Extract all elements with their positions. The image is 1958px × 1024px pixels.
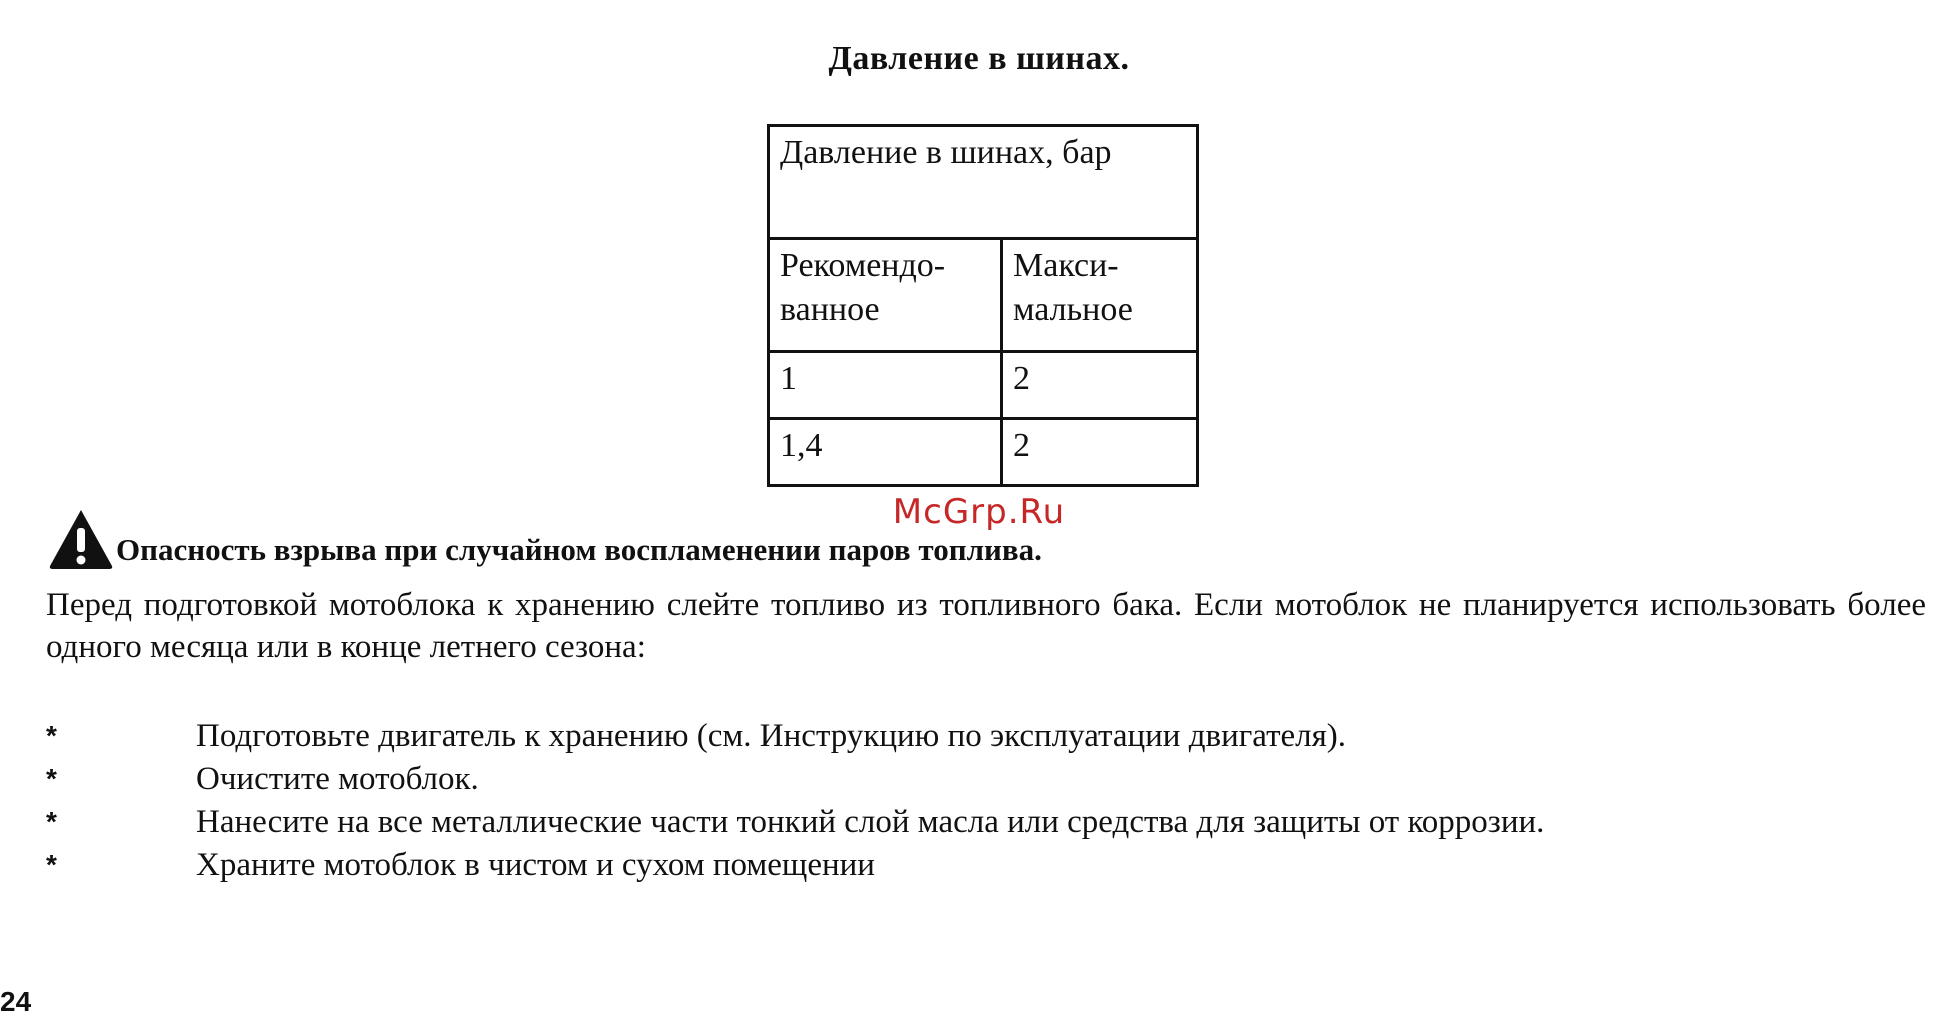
- bullet-asterisk: *: [46, 763, 57, 794]
- intro-paragraph: Перед подготовкой мотоблока к хранению слейте топливо из топливного бака. Если мотоблок не планируется использовать более одного месяца или в конце летнего сезона:: [46, 587, 1926, 665]
- table-row: [769, 419, 1198, 486]
- maximum-value: 2: [1002, 352, 1198, 419]
- recommended-label-line-2: ванное: [780, 291, 880, 329]
- list-item-text: Очистите мотоблок.: [196, 761, 479, 797]
- recommended-value: 1,4: [769, 419, 1002, 486]
- warning-text: Опасность взрыва при случайном воспламенении паров топлива.: [116, 532, 1042, 567]
- list-item: [46, 761, 1544, 804]
- bullet-asterisk: *: [46, 720, 57, 751]
- warning-heading: [48, 508, 1042, 570]
- bullet-asterisk: *: [46, 806, 57, 837]
- column-header-recommended: [769, 239, 1002, 352]
- table-row: [769, 352, 1198, 419]
- warning-triangle-icon: [48, 508, 114, 570]
- recommended-label-line-1: Рекомендо-: [780, 247, 946, 284]
- list-item-text: Храните мотоблок в чистом и сухом помещении: [196, 847, 875, 883]
- column-header-maximum: [1002, 239, 1198, 352]
- storage-instructions-list: [46, 718, 1544, 890]
- page-title: Давление в шинах.: [828, 40, 1130, 77]
- recommended-value: 1: [769, 352, 1002, 419]
- list-item: [46, 804, 1544, 847]
- maximum-value: 2: [1002, 419, 1198, 486]
- list-item: [46, 847, 1544, 890]
- list-item-text: Подготовьте двигатель к хранению (см. Инструкцию по эксплуатации двигателя).: [196, 718, 1347, 754]
- page-number: 24: [0, 986, 32, 1017]
- bullet-asterisk: *: [46, 849, 57, 880]
- maximum-label-line-2: мальное: [1013, 291, 1133, 329]
- list-item: [46, 718, 1544, 761]
- table-caption: Давление в шинах, бар: [769, 126, 1198, 239]
- list-item-text: Нанесите на все металлические части тонкий слой масла или средства для защиты от коррозии.: [196, 804, 1545, 840]
- tire-pressure-table: [767, 124, 1199, 487]
- watermark: McGrp.Ru: [892, 492, 1066, 532]
- maximum-label-line-1: Макси-: [1013, 247, 1119, 284]
